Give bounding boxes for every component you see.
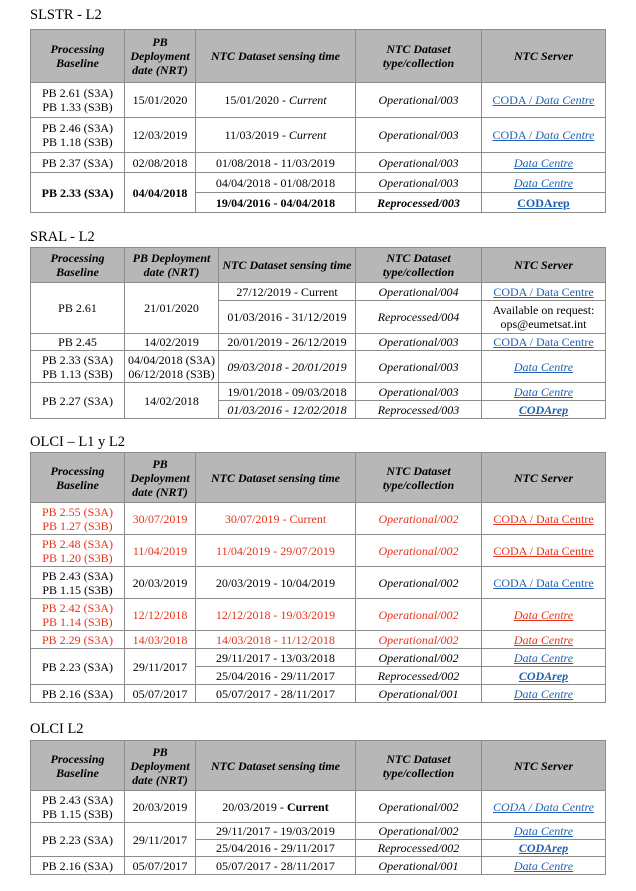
- col-header: Processing Baseline: [31, 453, 125, 503]
- slstr-table: [30, 29, 606, 213]
- server-cell: [482, 857, 606, 875]
- pb-line: PB 2.43 (S3A): [41, 792, 113, 807]
- server-cell: [482, 334, 606, 351]
- type-cell: Operational/002: [356, 567, 482, 599]
- coda-data-centre-link[interactable]: CODA / Data Centre: [493, 799, 594, 814]
- date-cell: 30/07/2019: [125, 503, 196, 535]
- type-cell: Operational/002: [356, 649, 482, 667]
- date-cell: [125, 351, 219, 383]
- time-cell: 09/03/2018 - 20/01/2019: [219, 351, 356, 383]
- server-cell: [482, 153, 606, 173]
- time-cell: 05/07/2017 - 28/11/2017: [196, 685, 356, 703]
- date-line: 06/12/2018 (S3B): [128, 366, 215, 381]
- date-cell: 05/07/2017: [125, 857, 196, 875]
- type-cell: Operational/002: [356, 631, 482, 649]
- table-row: [31, 535, 606, 567]
- pb-cell: [31, 567, 125, 599]
- table-row: [31, 631, 606, 649]
- coda-link[interactable]: CODA: [492, 93, 526, 107]
- pb-line: PB 2.48 (S3A): [41, 536, 113, 551]
- pb-cell: PB 2.45: [31, 334, 125, 351]
- data-centre-link[interactable]: Data Centre: [513, 155, 574, 170]
- pb-line: PB 1.33 (S3B): [42, 100, 113, 114]
- col-header: PB Deployment date (NRT): [125, 30, 196, 83]
- server-cell: [482, 567, 606, 599]
- data-centre-link[interactable]: Data Centre: [513, 384, 574, 399]
- server-cell: [482, 599, 606, 631]
- data-centre-link[interactable]: Data Centre: [513, 175, 574, 190]
- server-cell: [482, 631, 606, 649]
- section-title-slstr: SLSTR - L2: [30, 7, 102, 23]
- server-cell: [482, 535, 606, 567]
- table-row: [31, 83, 606, 118]
- server-cell: [482, 351, 606, 383]
- data-centre-link[interactable]: Data Centre: [535, 93, 595, 107]
- table-row: [31, 567, 606, 599]
- server-cell: [482, 503, 606, 535]
- olci1-table-wrap: [30, 452, 605, 703]
- pb-line: PB 2.61 (S3A): [41, 86, 113, 100]
- col-header: NTC Server: [482, 30, 606, 83]
- link-separator: /: [525, 128, 536, 142]
- table-row: [31, 599, 606, 631]
- codarep-link[interactable]: CODArep: [518, 402, 569, 417]
- table-row: [31, 685, 606, 703]
- pb-line: PB 1.20 (S3B): [42, 550, 113, 565]
- pb-line: PB 2.46 (S3A): [41, 121, 113, 135]
- data-centre-link[interactable]: Data Centre: [535, 128, 595, 142]
- col-header: Processing Baseline: [31, 30, 125, 83]
- time-cell: 19/04/2016 - 04/04/2018: [196, 193, 356, 213]
- codarep-link[interactable]: CODArep: [518, 841, 569, 855]
- pb-cell: PB 2.23 (S3A): [31, 649, 125, 685]
- data-centre-link[interactable]: Data Centre: [513, 824, 574, 838]
- time-cell: [196, 118, 356, 153]
- sral-table-wrap: [30, 247, 605, 419]
- date-cell: 29/11/2017: [125, 649, 196, 685]
- coda-link[interactable]: CODA: [492, 128, 526, 142]
- server-cell: [482, 83, 606, 118]
- server-cell: [482, 173, 606, 193]
- date-cell: 11/04/2019: [125, 535, 196, 567]
- pb-line: PB 1.18 (S3B): [42, 135, 113, 149]
- date-cell: 20/03/2019: [125, 791, 196, 823]
- col-header: NTC Server: [482, 453, 606, 503]
- col-header: NTC Server: [482, 248, 606, 283]
- time-range: 15/01/2020 -: [224, 93, 290, 107]
- pb-cell: PB 2.61: [31, 283, 125, 334]
- table-row: [31, 173, 606, 193]
- pb-cell: [31, 503, 125, 535]
- data-centre-link[interactable]: Data Centre: [513, 858, 574, 873]
- data-centre-link[interactable]: Data Centre: [513, 650, 574, 665]
- type-cell: Reprocessed/004: [356, 301, 482, 334]
- table-row: [31, 649, 606, 667]
- type-cell: Operational/002: [356, 823, 482, 840]
- coda-data-centre-link[interactable]: CODA / Data Centre: [493, 543, 594, 558]
- table-header-row: [31, 453, 606, 503]
- type-cell: Reprocessed/003: [356, 193, 482, 213]
- pb-cell: PB 2.16 (S3A): [31, 857, 125, 875]
- olci2-table-wrap: [30, 740, 605, 875]
- type-cell: Operational/003: [356, 153, 482, 173]
- time-current: Current: [286, 799, 329, 814]
- type-cell: Operational/002: [356, 599, 482, 631]
- coda-data-centre-link[interactable]: CODA / Data Centre: [493, 511, 594, 526]
- time-cell: 14/03/2018 - 11/12/2018: [196, 631, 356, 649]
- date-cell: 12/03/2019: [125, 118, 196, 153]
- table-row: [31, 857, 606, 875]
- pb-line: PB 2.43 (S3A): [41, 568, 113, 583]
- data-centre-link[interactable]: Data Centre: [513, 686, 574, 701]
- table-row: [31, 351, 606, 383]
- data-centre-link[interactable]: Data Centre: [513, 632, 574, 647]
- time-current: Current: [288, 128, 327, 142]
- pb-cell: [31, 351, 125, 383]
- pb-line: PB 1.13 (S3B): [42, 366, 113, 381]
- olci-l1-l2-table: [30, 452, 606, 703]
- section-title-sral: SRAL - L2: [30, 229, 95, 245]
- col-header: PB Deployment date (NRT): [125, 248, 219, 283]
- server-cell: [482, 401, 606, 419]
- pb-cell: [31, 791, 125, 823]
- coda-data-centre-link[interactable]: CODA / Data Centre: [493, 575, 594, 590]
- table-header-row: [31, 30, 606, 83]
- pb-line: PB 1.15 (S3B): [42, 582, 113, 597]
- coda-data-centre-link[interactable]: CODA / Data Centre: [493, 284, 594, 299]
- pb-cell: PB 2.23 (S3A): [31, 823, 125, 857]
- time-cell: 29/11/2017 - 13/03/2018: [196, 649, 356, 667]
- table-row: [31, 791, 606, 823]
- col-header: NTC Dataset type/collection: [356, 30, 482, 83]
- data-centre-link[interactable]: Data Centre: [513, 607, 574, 622]
- time-cell: 19/01/2018 - 09/03/2018: [219, 383, 356, 401]
- pb-cell: PB 2.37 (S3A): [31, 153, 125, 173]
- olci-l2-table: [30, 740, 606, 875]
- date-cell: 15/01/2020: [125, 83, 196, 118]
- type-cell: Operational/003: [356, 83, 482, 118]
- col-header: NTC Dataset type/collection: [356, 741, 482, 791]
- pb-cell: PB 2.33 (S3A): [31, 173, 125, 213]
- pb-line: PB 2.55 (S3A): [41, 504, 113, 519]
- server-cell: [482, 840, 606, 857]
- date-cell: 29/11/2017: [125, 823, 196, 857]
- type-cell: Reprocessed/002: [356, 840, 482, 857]
- col-header: NTC Dataset type/collection: [356, 248, 482, 283]
- type-cell: Operational/002: [356, 503, 482, 535]
- time-cell: 29/11/2017 - 19/03/2019: [196, 823, 356, 840]
- col-header: NTC Dataset sensing time: [196, 30, 356, 83]
- col-header: NTC Dataset sensing time: [196, 741, 356, 791]
- data-centre-link[interactable]: Data Centre: [513, 359, 574, 374]
- col-header: PB Deployment date (NRT): [125, 453, 196, 503]
- time-cell: [196, 83, 356, 118]
- date-cell: 04/04/2018: [125, 173, 196, 213]
- table-row: [31, 334, 606, 351]
- server-cell: [482, 823, 606, 840]
- server-cell: [482, 649, 606, 667]
- server-cell: Available on request: ops@eumetsat.int: [482, 301, 606, 334]
- server-cell: [482, 283, 606, 301]
- table-row: [31, 383, 606, 401]
- pb-cell: PB 2.27 (S3A): [31, 383, 125, 419]
- type-cell: Operational/004: [356, 283, 482, 301]
- time-cell: 01/03/2016 - 31/12/2019: [219, 301, 356, 334]
- table-row: [31, 503, 606, 535]
- table-header-row: [31, 248, 606, 283]
- type-cell: Reprocessed/002: [356, 667, 482, 685]
- time-cell: 30/07/2019 - Current: [196, 503, 356, 535]
- pb-cell: PB 2.16 (S3A): [31, 685, 125, 703]
- col-header: Processing Baseline: [31, 248, 125, 283]
- table-header-row: [31, 741, 606, 791]
- pb-cell: [31, 83, 125, 118]
- type-cell: Operational/001: [356, 857, 482, 875]
- table-row: [31, 823, 606, 840]
- time-cell: [196, 791, 356, 823]
- date-cell: 14/03/2018: [125, 631, 196, 649]
- time-cell: 27/12/2019 - Current: [219, 283, 356, 301]
- type-cell: Operational/003: [356, 334, 482, 351]
- date-line: 04/04/2018 (S3A): [128, 352, 215, 367]
- time-cell: 12/12/2018 - 19/03/2019: [196, 599, 356, 631]
- coda-data-centre-link[interactable]: CODA / Data Centre: [493, 335, 594, 349]
- pb-cell: [31, 535, 125, 567]
- table-row: [31, 153, 606, 173]
- date-cell: 05/07/2017: [125, 685, 196, 703]
- type-cell: Operational/002: [356, 535, 482, 567]
- date-cell: 02/08/2018: [125, 153, 196, 173]
- date-cell: 20/03/2019: [125, 567, 196, 599]
- time-cell: 01/08/2018 - 11/03/2019: [196, 153, 356, 173]
- type-cell: Operational/003: [356, 173, 482, 193]
- slstr-table-wrap: [30, 29, 605, 213]
- type-cell: Operational/003: [356, 118, 482, 153]
- time-cell: 20/03/2019 - 10/04/2019: [196, 567, 356, 599]
- time-cell: 01/03/2016 - 12/02/2018: [219, 401, 356, 419]
- server-cell: [482, 193, 606, 213]
- pb-line: PB 1.27 (S3B): [42, 518, 113, 533]
- time-cell: 20/01/2019 - 26/12/2019: [219, 334, 356, 351]
- time-range: 11/03/2019 -: [224, 128, 289, 142]
- col-header: NTC Dataset type/collection: [356, 453, 482, 503]
- server-cell: [482, 667, 606, 685]
- pb-cell: [31, 118, 125, 153]
- codarep-link[interactable]: CODArep: [518, 668, 569, 683]
- col-header: PB Deployment date (NRT): [125, 741, 196, 791]
- time-cell: 25/04/2016 - 29/11/2017: [196, 840, 356, 857]
- table-row: [31, 118, 606, 153]
- type-cell: Operational/002: [356, 791, 482, 823]
- pb-line: PB 1.14 (S3B): [42, 614, 113, 629]
- time-cell: 04/04/2018 - 01/08/2018: [196, 173, 356, 193]
- table-row: [31, 283, 606, 301]
- col-header: Processing Baseline: [31, 741, 125, 791]
- pb-cell: PB 2.29 (S3A): [31, 631, 125, 649]
- date-cell: 12/12/2018: [125, 599, 196, 631]
- date-cell: 14/02/2019: [125, 334, 219, 351]
- time-cell: 25/04/2016 - 29/11/2017: [196, 667, 356, 685]
- pb-line: PB 1.15 (S3B): [42, 806, 113, 821]
- type-cell: Operational/001: [356, 685, 482, 703]
- col-header: NTC Dataset sensing time: [196, 453, 356, 503]
- sral-table: [30, 247, 606, 419]
- type-cell: Operational/003: [356, 351, 482, 383]
- server-cell: [482, 118, 606, 153]
- pb-line: PB 2.42 (S3A): [41, 600, 113, 615]
- time-cell: 05/07/2017 - 28/11/2017: [196, 857, 356, 875]
- pb-cell: [31, 599, 125, 631]
- time-cell: 11/04/2019 - 29/07/2019: [196, 535, 356, 567]
- server-cell: [482, 791, 606, 823]
- col-header: NTC Dataset sensing time: [219, 248, 356, 283]
- col-header: NTC Server: [482, 741, 606, 791]
- pb-line: PB 2.33 (S3A): [41, 352, 113, 367]
- time-current: Current: [289, 93, 327, 107]
- link-separator: /: [525, 93, 536, 107]
- time-range: 20/03/2019 -: [222, 799, 287, 814]
- section-title-olci-l1-l2: OLCI – L1 y L2: [30, 434, 126, 450]
- type-cell: Operational/003: [356, 383, 482, 401]
- section-title-olci-l2: OLCI L2: [30, 721, 84, 737]
- date-cell: 21/01/2020: [125, 283, 219, 334]
- type-cell: Reprocessed/003: [356, 401, 482, 419]
- date-cell: 14/02/2018: [125, 383, 219, 419]
- codarep-link[interactable]: CODArep: [517, 195, 570, 210]
- server-cell: [482, 685, 606, 703]
- server-cell: [482, 383, 606, 401]
